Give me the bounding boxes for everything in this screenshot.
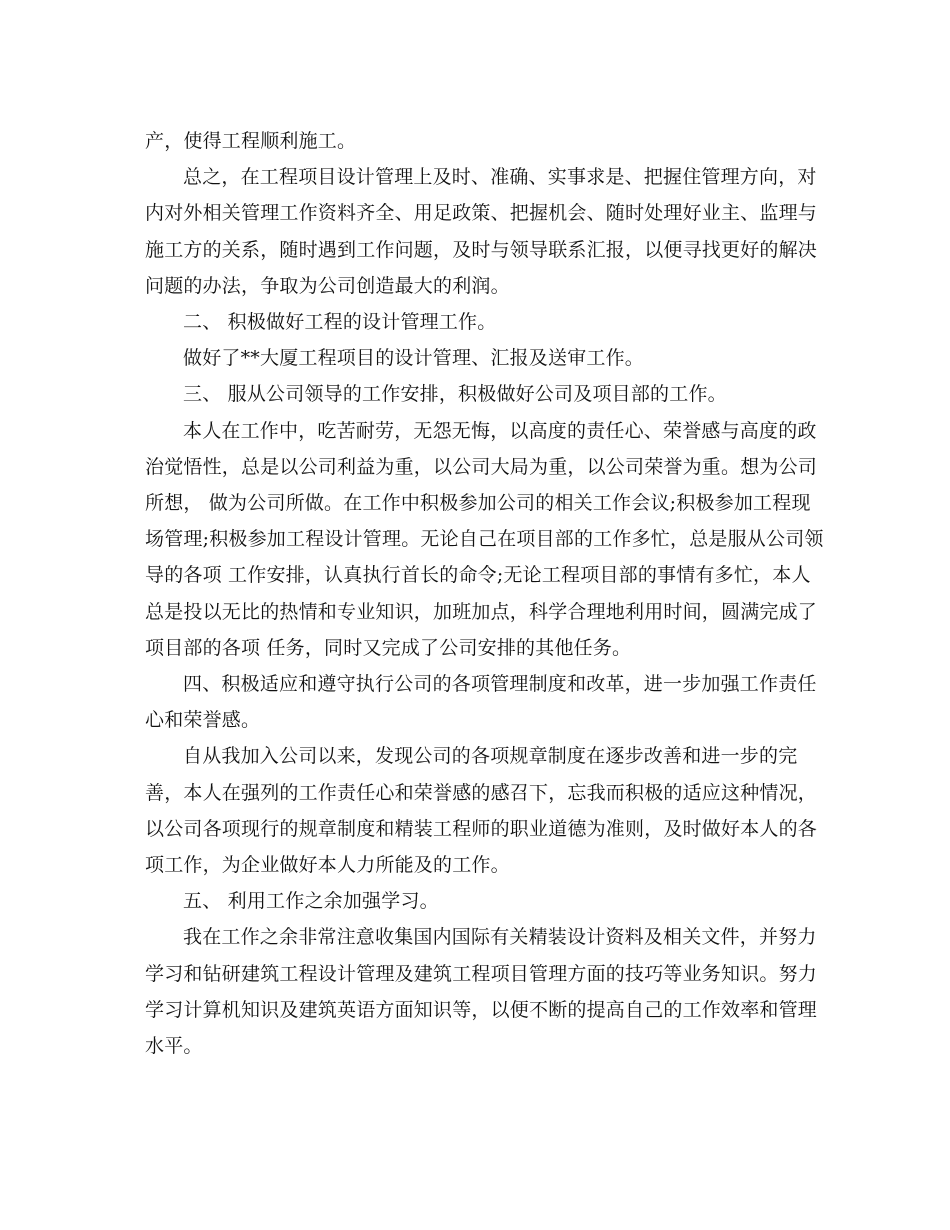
paragraph xyxy=(145,413,824,666)
paragraph xyxy=(145,123,805,159)
text-line: 二、 积极做好工程的设计管理工作。 xyxy=(183,311,497,334)
text-line: 导的各项 工作安排，认真执行首长的命令;无论工程项目部的事情有多忙，本人 xyxy=(145,564,811,587)
text-line: 我在工作之余非常注意收集国内国际有关精装设计资料及相关文件，并努力 xyxy=(183,926,817,949)
text-line: 心和荣誉感。 xyxy=(145,709,261,732)
paragraph xyxy=(145,738,818,883)
text-line: 总之，在工程项目设计管理上及时、准确、实事求是、把握住管理方向，对 xyxy=(183,166,817,189)
text-line: 做好了**大厦工程项目的设计管理、汇报及送审工作。 xyxy=(183,347,645,370)
text-line: 自从我加入公司以来，发现公司的各项规章制度在逐步改善和进一步的完 xyxy=(183,745,798,768)
text-line: 本人在工作中，吃苦耐劳，无怨无悔，以高度的责任心、荣誉感与高度的政 xyxy=(183,419,817,442)
text-line: 学习和钻研建筑工程设计管理及建筑工程项目管理方面的技巧等业务知识。努力 xyxy=(145,962,818,985)
document-body xyxy=(145,123,824,1064)
paragraph xyxy=(145,919,818,1064)
text-line: 五、 利用工作之余加强学习。 xyxy=(183,890,439,913)
paragraph xyxy=(145,340,805,376)
text-line: 学习计算机知识及建筑英语方面知识等，以便不断的提高自己的工作效率和管理 xyxy=(145,998,818,1021)
text-line: 施工方的关系，随时遇到工作问题，及时与领导联系汇报，以便寻找更好的解决 xyxy=(145,238,818,261)
text-line: 总是投以无比的热情和专业知识，加班加点，科学合理地利用时间，圆满完成了 xyxy=(145,600,818,623)
section-heading xyxy=(145,376,805,412)
text-line: 问题的办法，争取为公司创造最大的利润。 xyxy=(145,274,510,297)
text-line: 水平。 xyxy=(145,1035,203,1058)
text-line: 场管理;积极参加工程设计管理。无论自己在项目部的工作多忙，总是服从公司领 xyxy=(145,528,824,551)
paragraph xyxy=(145,159,818,304)
text-line: 善，本人在强列的工作责任心和荣誉感的感召下，忘我而积极的适应这种情况， xyxy=(145,781,818,804)
text-line: 产，使得工程顺利施工。 xyxy=(145,130,357,152)
text-line: 三、 服从公司领导的工作安排，积极做好公司及项目部的工作。 xyxy=(183,383,727,406)
text-line: 四、积极适应和遵守执行公司的各项管理制度和改革，进一步加强工作责任 xyxy=(183,673,817,696)
text-line: 以公司各项现行的规章制度和精装工程师的职业道德为准则，及时做好本人的各 xyxy=(145,817,818,840)
section-heading xyxy=(145,883,805,919)
text-line: 治觉悟性，总是以公司利益为重，以公司大局为重，以公司荣誉为重。想为公司 xyxy=(145,455,818,478)
text-line: 所想， 做为公司所做。在工作中积极参加公司的相关工作会议;积极参加工程现 xyxy=(145,492,811,515)
section-heading xyxy=(145,304,805,340)
section-heading xyxy=(145,666,817,738)
text-line: 项目部的各项 任务，同时又完成了公司安排的其他任务。 xyxy=(145,636,632,659)
text-line: 项工作，为企业做好本人力所能及的工作。 xyxy=(145,854,510,877)
text-line: 内对外相关管理工作资料齐全、用足政策、把握机会、随时处理好业主、监理与 xyxy=(145,202,818,225)
